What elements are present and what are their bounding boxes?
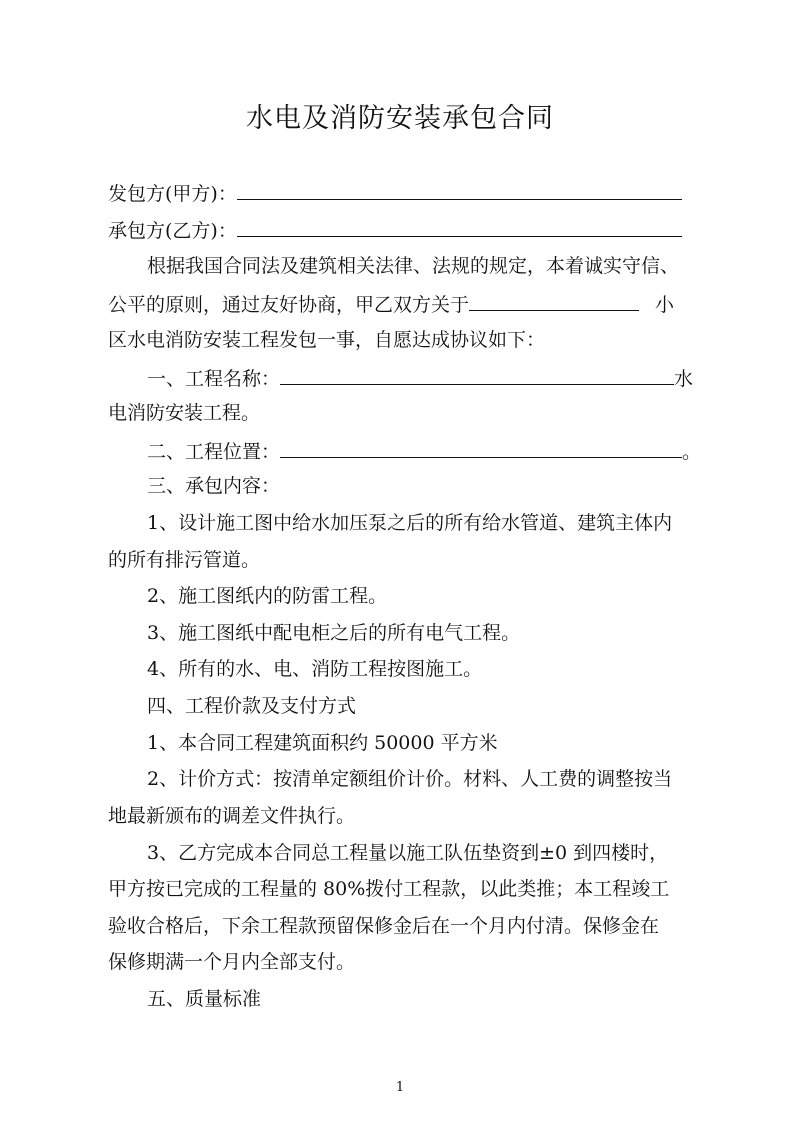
section-3-item-1-line-2: 的所有排污管道。 bbox=[108, 549, 261, 571]
contract-title: 水电及消防安装承包合同 bbox=[246, 103, 554, 134]
intro-line-2-tail: 小 bbox=[655, 294, 675, 316]
section-4-item-3-line-2: 甲方按已完成的工程量的 80%拨付工程款，以此类推；本工程竣工 bbox=[108, 878, 670, 900]
section-5-heading: 五、质量标准 bbox=[147, 988, 262, 1010]
section-4-item-3-line-4: 保修期满一个月内全部支付。 bbox=[108, 951, 356, 973]
section-3-item-3: 3、施工图纸中配电柜之后的所有电气工程。 bbox=[147, 622, 521, 644]
section-4-item-1: 1、本合同工程建筑面积约 50000 平方米 bbox=[147, 732, 498, 754]
section-3-item-2: 2、施工图纸内的防雷工程。 bbox=[147, 585, 388, 607]
section-4-item-3-line-3: 验收合格后，下余工程款预留保修金后在一个月内付清。保修金在 bbox=[108, 915, 660, 937]
section-4-item-3-line-1: 3、乙方完成本合同总工程量以施工队伍垫资到±0 到四楼时， bbox=[147, 842, 669, 864]
section-4-item-2-line-1: 2、计价方式：按清单定额组价计价。材料、人工费的调整按当 bbox=[147, 768, 673, 790]
page-number: 1 bbox=[395, 1080, 405, 1095]
project-name-tail: 水 bbox=[674, 368, 694, 390]
party-a-label: 发包方(甲方)： bbox=[108, 183, 237, 205]
community-name-blank bbox=[469, 290, 639, 311]
section-4-item-2-line-2: 地最新颁布的调差文件执行。 bbox=[108, 805, 356, 827]
section-2-line bbox=[147, 437, 701, 463]
party-b-blank bbox=[237, 216, 682, 237]
section-3-item-4: 4、所有的水、电、消防工程按图施工。 bbox=[147, 658, 483, 680]
project-location-blank bbox=[280, 437, 682, 458]
project-location-tail: 。 bbox=[682, 441, 702, 463]
intro-line-2 bbox=[108, 290, 674, 316]
section-3-item-1-line-1: 1、设计施工图中给水加压泵之后的所有给水管道、建筑主体内 bbox=[147, 512, 673, 534]
section-1-line-2: 电消防安装工程。 bbox=[108, 402, 261, 424]
section-4-heading: 四、工程价款及支付方式 bbox=[147, 695, 357, 717]
intro-line-1: 根据我国合同法及建筑相关法律、法规的规定，本着诚实守信、 bbox=[147, 255, 680, 277]
project-name-label: 一、工程名称： bbox=[147, 368, 281, 390]
section-1-line bbox=[147, 364, 693, 390]
project-name-blank bbox=[280, 364, 674, 385]
intro-line-3: 区水电消防安装工程发包一事，自愿达成协议如下： bbox=[108, 329, 546, 351]
party-b-label: 承包方(乙方)： bbox=[108, 220, 237, 242]
section-3-heading: 三、承包内容： bbox=[147, 475, 281, 497]
party-b-line bbox=[108, 216, 682, 242]
party-a-line bbox=[108, 179, 682, 205]
project-location-label: 二、工程位置： bbox=[147, 441, 281, 463]
party-a-blank bbox=[237, 179, 682, 200]
intro-line-2-text: 公平的原则，通过友好协商，甲乙双方关于 bbox=[108, 294, 470, 316]
